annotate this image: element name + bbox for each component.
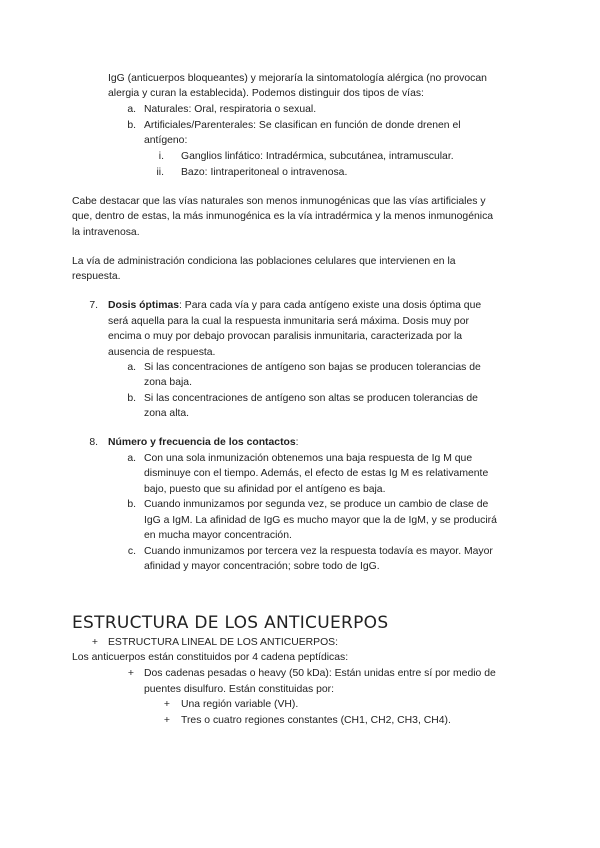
item7-line: será aquella para la cual la respuesta inmunitaria será máxima. Dosis muy por (108, 316, 469, 327)
item8-sub-line: bajo, puesto que su afinidad por el antígeno es baja. (144, 484, 386, 495)
section-intro: Los anticuerpos están constituidos por 4 cadena peptídicas: (72, 652, 349, 663)
route-artificial: Artificiales/Parenterales: Se clasifican en función de donde drenen el (144, 120, 461, 131)
route-spleen: Bazo: Iintraperitoneal o intravenosa. (181, 167, 348, 178)
list-marker: a. (127, 453, 136, 464)
route-artificial: antígeno: (144, 135, 188, 146)
list-marker: b. (127, 120, 136, 131)
list-marker: ii. (156, 167, 164, 178)
item8-first-line (108, 436, 299, 449)
paragraph-line: que, dentro de estas, la más inmunogénica es la vía intradérmica y la menos inmunogénica (72, 211, 494, 222)
list-marker: c. (127, 546, 136, 557)
list-marker: a. (127, 362, 136, 373)
item8-sub-line: disminuye con el tiempo. Además, el efecto de estas Ig M es relativamente (144, 468, 489, 479)
region-constant: Tres o cuatro regiones constantes (CH1, CH2, CH3, CH4). (181, 715, 451, 726)
heavy-chain-line: puentes disulfuro. Están constituidas por: (144, 684, 335, 695)
intro-line: IgG (anticuerpos bloqueantes) y mejoraría la sintomatología alérgica (no provocan (108, 73, 487, 84)
item7-sub-line: zona baja. (144, 377, 192, 388)
item8-first-rest: : (295, 437, 299, 448)
item8-sub-line: afinidad y mayor concentración; sobre todo de IgG. (144, 561, 380, 572)
list-marker: a. (127, 104, 136, 115)
item8-sub-line: IgG a IgM. La afinidad de IgG es mucho mayor que la de IgM, y se producirá (144, 515, 497, 526)
heavy-chain-line: Dos cadenas pesadas o heavy (50 kDa): Están unidas entre sí por medio de (144, 668, 496, 679)
list-marker: b. (127, 393, 136, 404)
item8-sub-line: en mucha mayor concentración. (144, 530, 292, 541)
bullet-plus-icon: + (163, 715, 170, 726)
route-lymph-node: Ganglios linfático: Intradérmica, subcutánea, intramuscular. (181, 151, 454, 162)
paragraph-line: respuesta. (72, 271, 121, 282)
section-heading: ESTRUCTURA DE LOS ANTICUERPOS (72, 613, 389, 633)
region-variable: Una región variable (VH). (181, 699, 299, 710)
intro-line: alergia y curan la establecida). Podemos distinguir dos tipos de vías: (108, 88, 424, 99)
item7-first-line (108, 299, 481, 312)
item7-title: Dosis óptimas (108, 300, 180, 311)
paragraph-line: la intravenosa. (72, 227, 140, 238)
section-sub-heading: ESTRUCTURA LINEAL DE LOS ANTICUERPOS: (108, 637, 338, 648)
list-marker: 8. (89, 437, 98, 448)
item7-line: encima o muy por debajo provocan paralisis inmunitaria, caracterizada por la (108, 331, 463, 342)
item8-sub-line: Con una sola inmunización obtenemos una baja respuesta de Ig M que (144, 453, 473, 464)
list-marker: 7. (89, 300, 98, 311)
list-marker: b. (127, 499, 136, 510)
item8-title: Número y frecuencia de los contactos (108, 437, 296, 448)
paragraph-line: Cabe destacar que las vías naturales son menos inmunogénicas que las vías artificiales y (72, 196, 486, 207)
bullet-plus-icon: + (127, 668, 134, 679)
paragraph-line: La vía de administración condiciona las poblaciones celulares que intervienen en la (72, 256, 456, 267)
item7-sub-line: zona alta. (144, 408, 190, 419)
bullet-plus-icon: + (163, 699, 170, 710)
item7-sub-line: Si las concentraciones de antígeno son altas se producen tolerancias de (144, 393, 478, 404)
item7-first-rest: : Para cada vía y para cada antígeno existe una dosis óptima que (179, 300, 482, 311)
item8-sub-line: Cuando inmunizamos por tercera vez la respuesta todavía es mayor. Mayor (144, 546, 493, 557)
item7-line: ausencia de respuesta. (108, 347, 216, 358)
item8-sub-line: Cuando inmunizamos por segunda vez, se produce un cambio de clase de (144, 499, 489, 510)
bullet-plus-icon: + (91, 637, 98, 648)
item7-sub-line: Si las concentraciones de antígeno son bajas se producen tolerancias de (144, 362, 481, 373)
list-marker: i. (158, 151, 164, 162)
route-natural: Naturales: Oral, respiratoria o sexual. (144, 104, 317, 115)
